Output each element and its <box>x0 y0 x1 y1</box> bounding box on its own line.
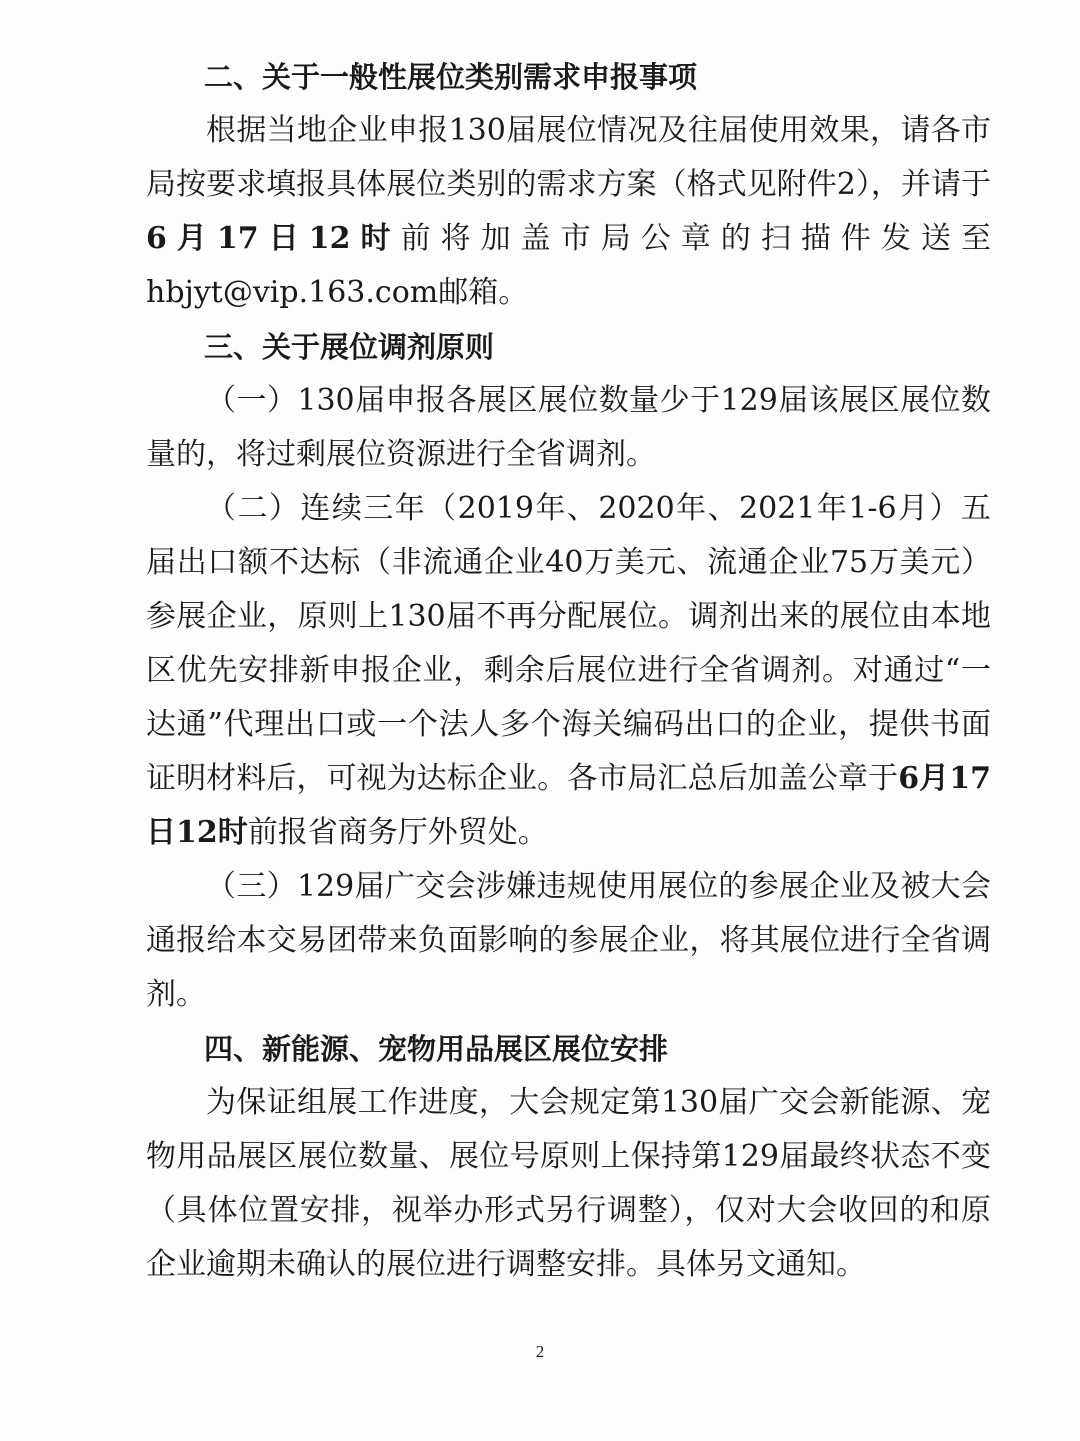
paragraph-text: 根据当地企业申报130届展位情况及往届使用效果，请各市局按要求填报具体展位类别的需求方案（格式见附件2），并请于 <box>146 113 991 202</box>
paragraph-text: （一）130届申报各展区展位数量少于129届该展区展位数量的，将过剩展位资源进行全省调剂。 <box>146 383 991 472</box>
section-heading: 四、新能源、宠物用品展区展位安排 <box>204 1032 669 1066</box>
document-body <box>146 50 991 1292</box>
body-paragraph <box>146 104 991 320</box>
deadline-text: 6月17日12时 <box>146 221 401 256</box>
body-paragraph <box>146 860 991 1022</box>
page-number: 2 <box>535 1342 545 1361</box>
paragraph-text: 前报省商务厅外贸处。 <box>247 815 548 850</box>
section-heading: 二、关于一般性展位类别需求申报事项 <box>204 60 698 94</box>
section-heading: 三、关于展位调剂原则 <box>204 330 495 364</box>
paragraph-text: （二）连续三年（2019年、2020年、2021年1-6月）五届出口额不达标（非流通企业40万美元、流通企业75万美元）参展企业，原则上130届不再分配展位。调剂出来的展位由本地区优先安排新申报企业，剩余后展位进行全省调剂。对通过“一达通”代理出口或一个法人多个海关编码出口的企业，提供书面证明材料后，可视为达标企业。各市局汇总后加盖公章于 <box>146 491 991 796</box>
body-paragraph <box>146 374 991 482</box>
body-paragraph <box>146 1076 991 1292</box>
body-paragraph <box>146 482 991 860</box>
paragraph-text: 前将加盖市局公章的扫描件发送至hbjyt@vip.163.com邮箱。 <box>146 221 991 310</box>
deadline-text: 6月17日12时 <box>146 761 992 850</box>
paragraph-text: （三）129届广交会涉嫌违规使用展位的参展企业及被大会通报给本交易团带来负面影响的参展企业，将其展位进行全省调剂。 <box>146 869 991 1012</box>
paragraph-text: 为保证组展工作进度，大会规定第130届广交会新能源、宠物用品展区展位数量、展位号原则上保持第129届最终状态不变（具体位置安排，视举办形式另行调整），仅对大会收回的和原企业逾期未确认的展位进行调整安排。具体另文通知。 <box>146 1085 991 1282</box>
